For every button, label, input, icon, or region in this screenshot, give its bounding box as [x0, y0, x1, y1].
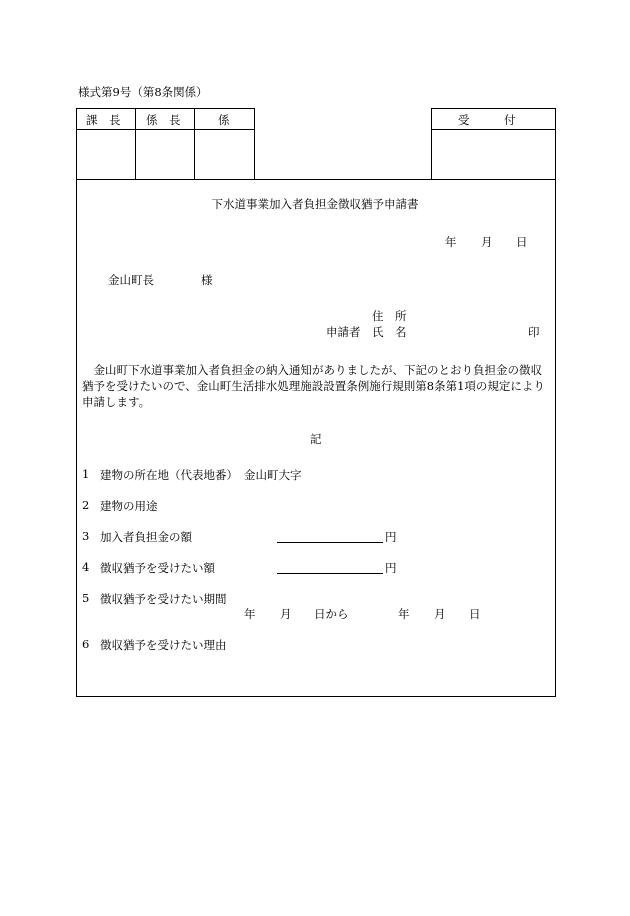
item-number: 4	[82, 560, 90, 574]
date-month-label: 月	[481, 235, 493, 249]
name-label: 氏 名	[372, 325, 407, 339]
item-number: 2	[82, 498, 90, 512]
date-day-label: 日	[516, 235, 528, 249]
addressee-name: 金山町長	[108, 273, 154, 287]
item-number: 1	[82, 467, 90, 481]
divider	[431, 129, 556, 130]
addressee-honorific: 様	[201, 273, 213, 287]
period-day-from: 日から	[314, 607, 349, 621]
item-number: 6	[82, 637, 90, 651]
uketsuke-label: 受 付	[458, 113, 516, 127]
ki-heading: 記	[310, 432, 322, 446]
item-unit: 円	[385, 561, 397, 575]
body-line: 申請します。	[82, 395, 151, 409]
seal-mark: 印	[528, 325, 540, 339]
period-month-from: 月	[280, 607, 292, 621]
item-number: 5	[82, 591, 90, 605]
period-day-to: 日	[469, 607, 481, 621]
item-unit: 円	[385, 530, 397, 544]
item-label: 徴収猶予を受けたい理由	[100, 638, 227, 652]
date-year-label: 年	[445, 235, 457, 249]
divider	[135, 108, 136, 180]
divider	[194, 108, 195, 180]
form-number: 様式第9号（第8条関係）	[78, 85, 208, 99]
kakari-chou-label: 係 長	[146, 113, 181, 127]
divider	[76, 129, 255, 130]
amount-underline	[277, 573, 383, 574]
item-label: 加入者負担金の額	[100, 530, 192, 544]
amount-underline	[277, 542, 383, 543]
period-year-from: 年	[244, 607, 256, 621]
item-value: 金山町大字	[244, 468, 302, 482]
applicant-label: 申請者	[326, 325, 361, 339]
period-year-to: 年	[398, 607, 410, 621]
kakari-label: 係	[218, 113, 230, 127]
item-label: 徴収猶予を受けたい額	[100, 561, 215, 575]
item-label: 建物の所在地（代表地番）	[100, 468, 238, 482]
body-line: 金山町下水道事業加入者負担金の納入通知がありましたが、下記のとおり負担金の徴収	[82, 363, 542, 377]
ka-chou-label: 課 長	[86, 113, 121, 127]
address-label: 住 所	[372, 309, 407, 323]
item-label: 建物の用途	[100, 499, 158, 513]
period-month-to: 月	[434, 607, 446, 621]
body-line: 猶予を受けたいので、金山町生活排水処理施設設置条例施行規則第8条第1項の規定により	[82, 379, 545, 393]
item-label: 徴収猶予を受けたい期間	[100, 592, 227, 606]
item-number: 3	[82, 529, 90, 543]
page-title: 下水道事業加入者負担金徴収猶予申請書	[211, 197, 419, 211]
